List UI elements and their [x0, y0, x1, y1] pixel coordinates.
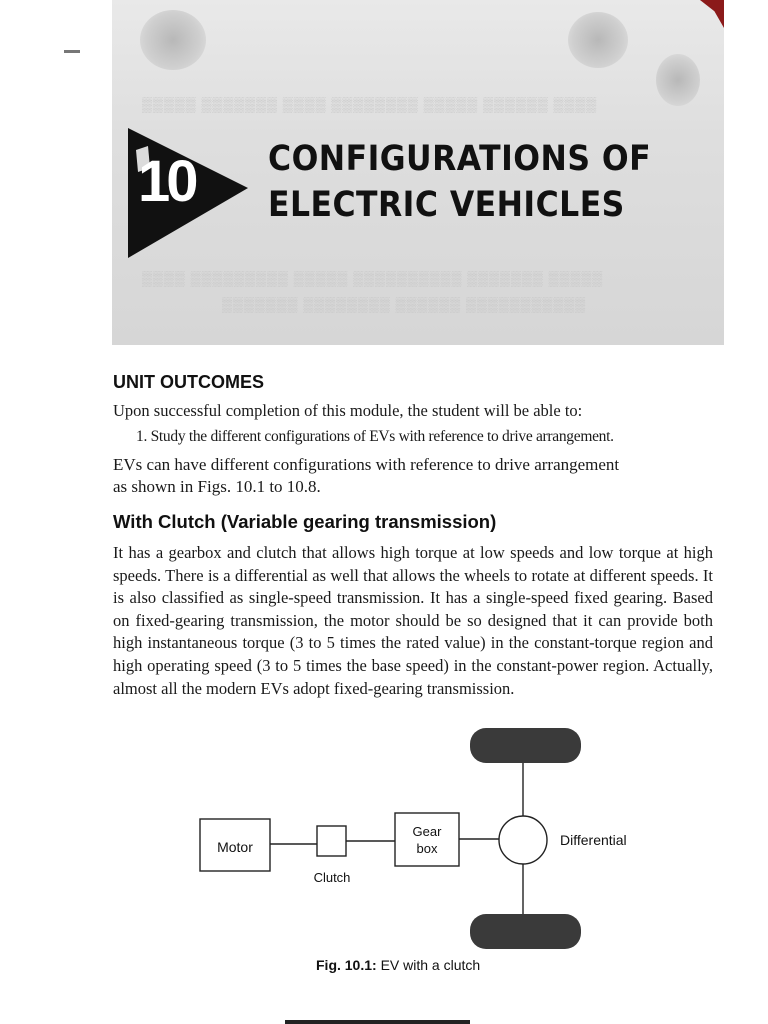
- clutch-label: Clutch: [313, 870, 351, 885]
- gearbox-label-line-2: box: [416, 841, 438, 856]
- unit-outcomes-intro: Upon successful completion of this module, the student will be able to:: [113, 401, 583, 420]
- figure-caption-text: EV with a clutch: [380, 957, 481, 973]
- print-blot: [656, 54, 700, 106]
- motor-label: Motor: [217, 839, 253, 855]
- configurations-line-1: EVs can have different configurations with reference to drive arrangement: [113, 455, 620, 474]
- bleed-through-text: ▒▒▒▒ ▒▒▒▒▒▒▒▒▒ ▒▒▒▒▒ ▒▒▒▒▒▒▒▒▒▒ ▒▒▒▒▒▒▒ ▒▒▒▒▒: [142, 270, 604, 286]
- margin-mark: [64, 50, 80, 53]
- differential-label: Differential: [560, 832, 627, 848]
- figure-caption: [316, 957, 480, 973]
- gearbox-box: [395, 813, 459, 866]
- unit-outcomes-heading: UNIT OUTCOMES: [113, 372, 264, 392]
- chapter-number: 10: [138, 149, 195, 214]
- figure-caption-number: Fig. 10.1:: [316, 957, 377, 973]
- chapter-title-line-1: CONFIGURATIONS OF: [268, 139, 652, 179]
- configurations-line-2: as shown in Figs. 10.1 to 10.8.: [113, 477, 321, 496]
- print-blot: [140, 10, 206, 70]
- ev-clutch-diagram: [195, 722, 645, 962]
- bleed-through-text: ▒▒▒▒▒ ▒▒▒▒▒▒▒ ▒▒▒▒ ▒▒▒▒▒▒▒▒ ▒▒▒▒▒ ▒▒▒▒▒▒ ▒▒▒▒: [142, 96, 598, 112]
- bottom-rule: [285, 1020, 470, 1024]
- front-wheel: [470, 728, 581, 763]
- with-clutch-heading: With Clutch (Variable gearing transmission): [113, 511, 497, 532]
- print-blot: [568, 12, 628, 68]
- gearbox-label-line-1: Gear: [412, 824, 442, 839]
- differential-circle: [499, 816, 547, 864]
- with-clutch-paragraph: It has a gearbox and clutch that allows high torque at low speeds and low torque at high speeds. There is a differential as well that allows the wheels to rotate at different speeds. It is also classified as single-speed transmission. It has a single-speed fixed gearing. Based on fixed-gearing transmission, the motor should be so designed that it can provide both high instantaneous torque (3 to 5 times the rated value) in the constant-torque region and high operating speed (3 to 5 times the base speed) in the constant-power region. Actually, almost all the modern EVs adopt fixed-gearing transmission.: [113, 543, 713, 698]
- outcome-item: 1. Study the different configurations of EVs with reference to drive arrangement.: [136, 428, 614, 445]
- chapter-title-line-2: ELECTRIC VEHICLES: [268, 185, 625, 225]
- rear-wheel: [470, 914, 581, 949]
- chapter-title: [268, 136, 651, 228]
- bleed-through-text: ▒▒▒▒▒▒▒ ▒▒▒▒▒▒▒▒ ▒▒▒▒▒▒ ▒▒▒▒▒▒▒▒▒▒▒: [222, 296, 587, 312]
- clutch-box: [317, 826, 346, 856]
